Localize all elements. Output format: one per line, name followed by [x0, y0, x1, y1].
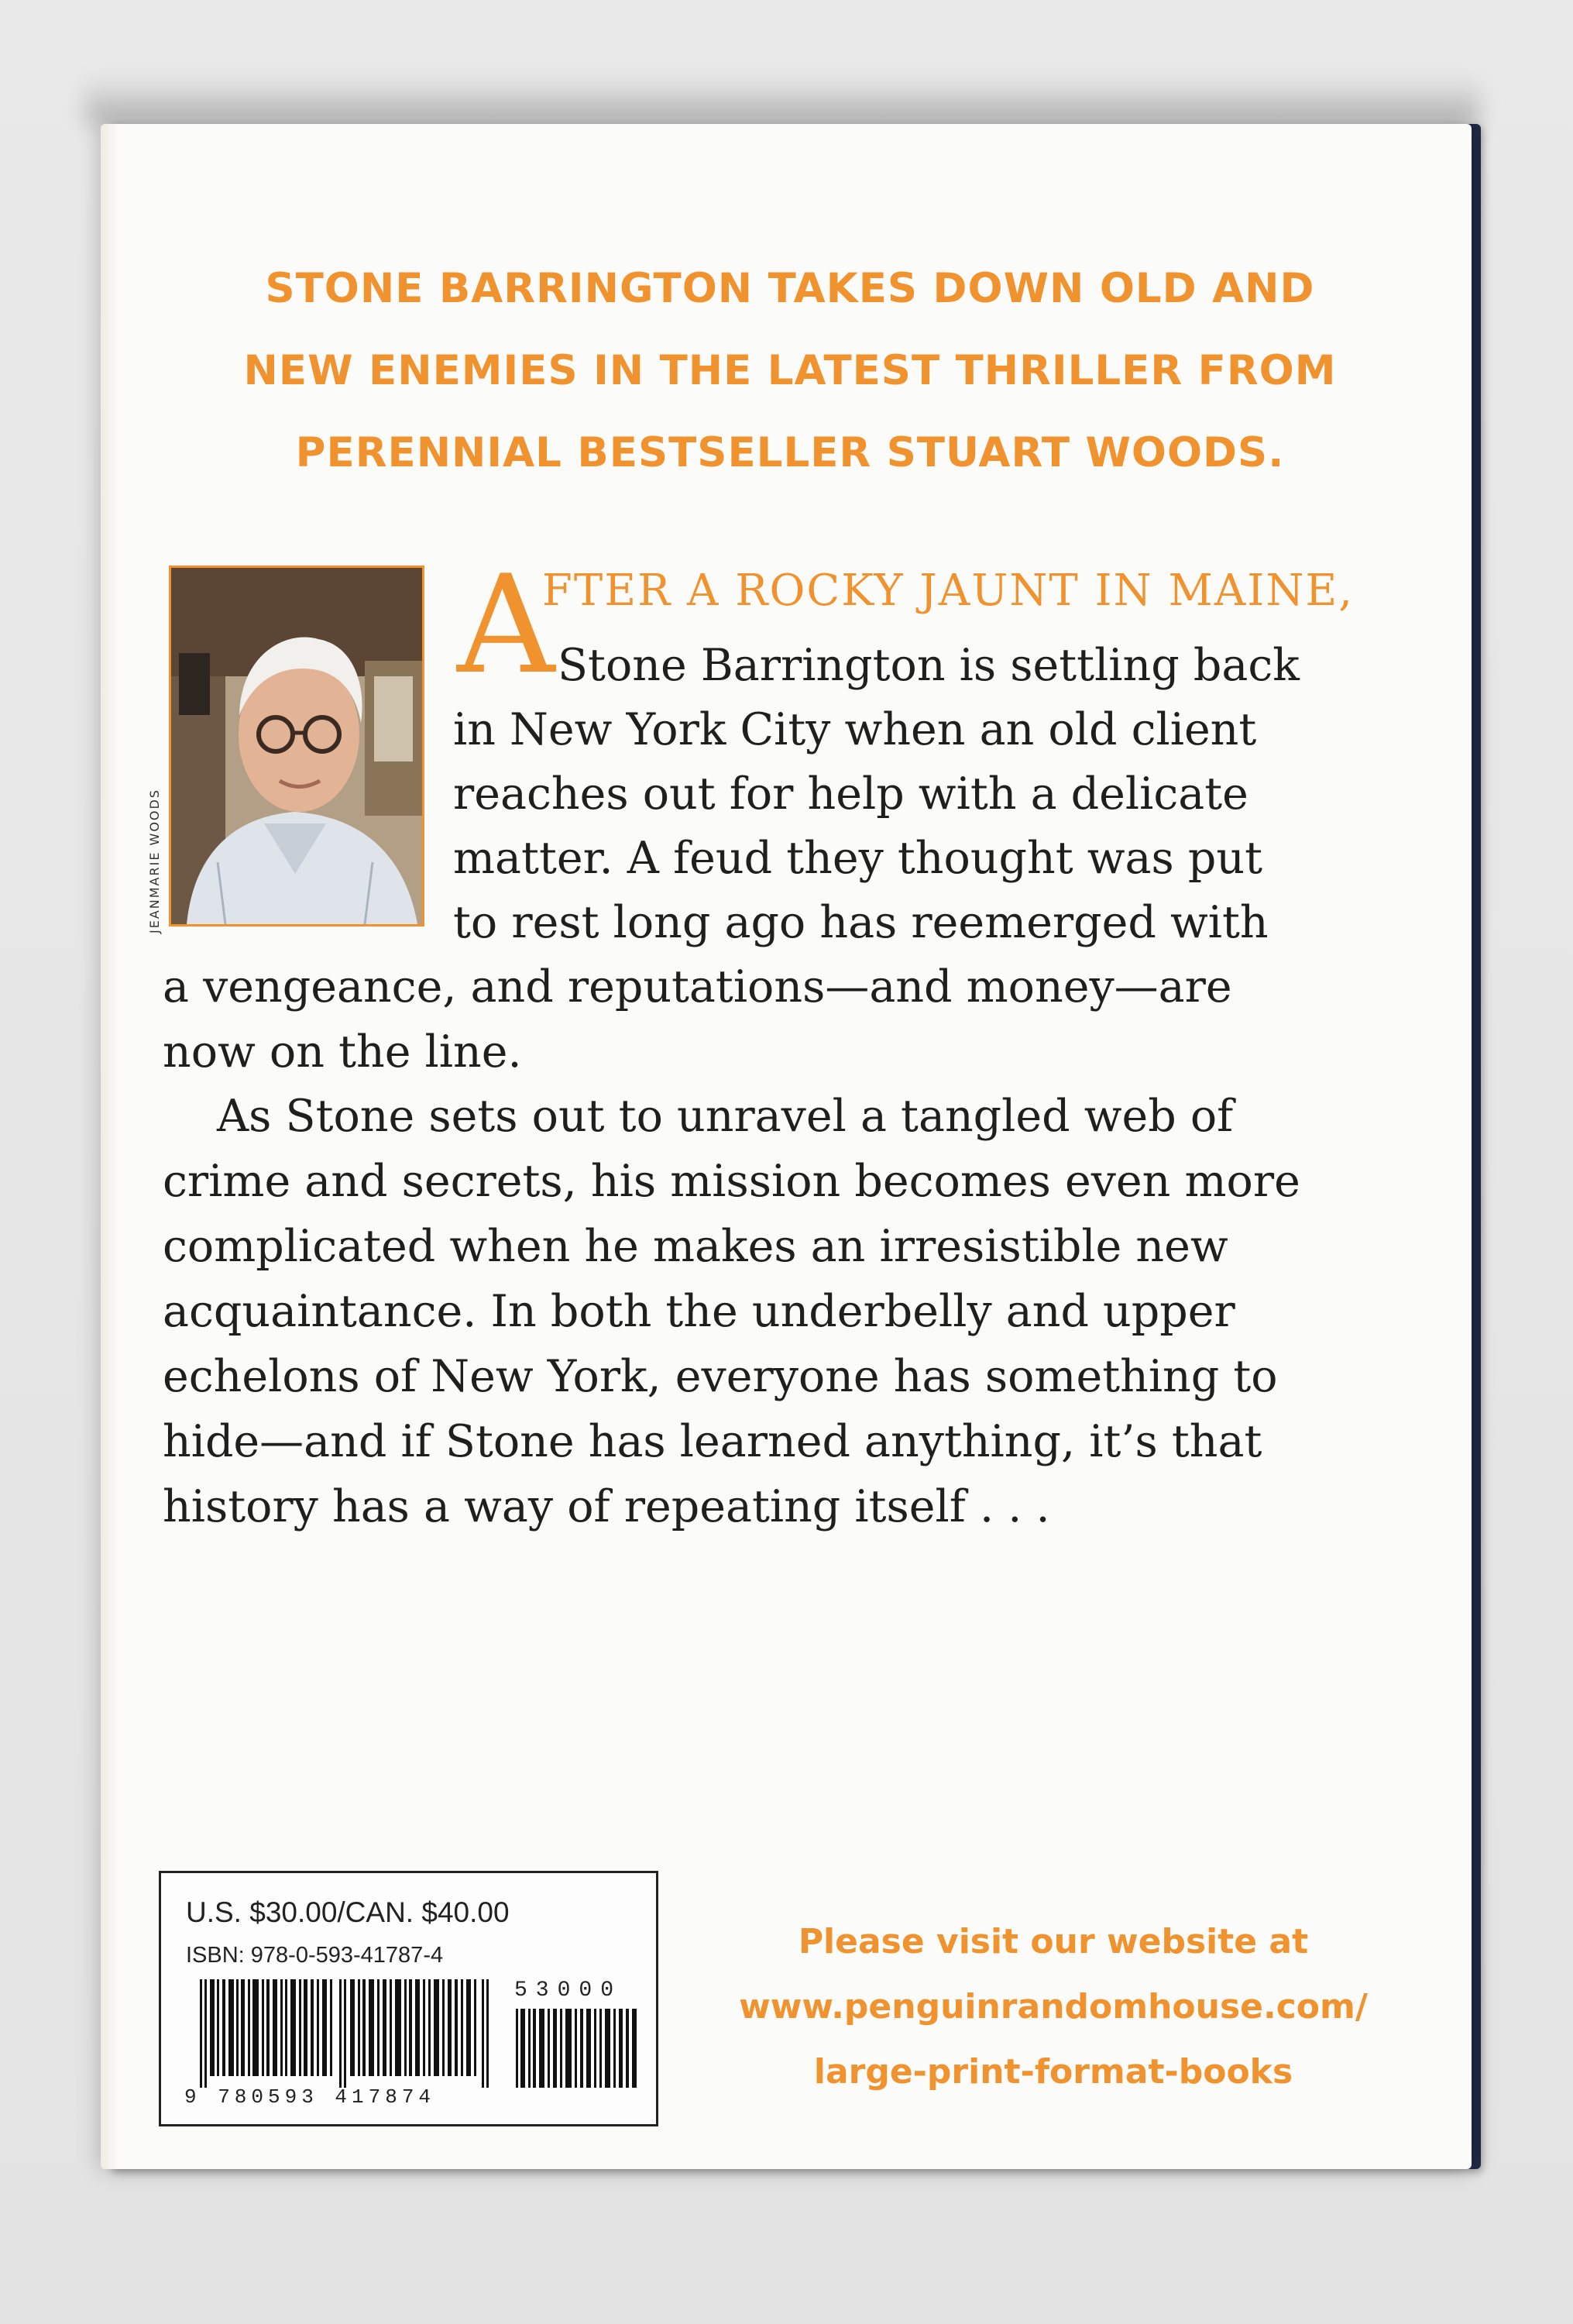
- website-line-1: Please visit our website at: [798, 1922, 1309, 1961]
- website-url-line-1: www.penguinrandomhouse.com/: [739, 1987, 1368, 2027]
- photo-credit: JEANMARIE WOODS: [147, 788, 162, 933]
- blurb-line: crime and secrets, his mission becomes even more: [163, 1156, 1300, 1207]
- blurb-line: history has a way of repeating itself . . .: [163, 1481, 1050, 1532]
- spine-edge: [101, 124, 118, 2169]
- headline-line-2: NEW ENEMIES IN THE LATEST THRILLER FROM: [243, 347, 1337, 394]
- barcode-digits: 9 780593 417874: [184, 2085, 436, 2109]
- price-barcode-box: [159, 1871, 658, 2126]
- headline: [186, 248, 1394, 494]
- author-photo: [169, 566, 424, 927]
- website-promo: [682, 1910, 1425, 2105]
- drop-cap: A: [457, 547, 555, 704]
- blurb-line: complicated when he makes an irresistible new: [163, 1221, 1228, 1272]
- headline-line-3: PERENNIAL BESTSELLER STUART WOODS.: [295, 429, 1285, 476]
- cover-shadow: [85, 77, 1479, 124]
- blurb-line: to rest long ago has reemerged with: [453, 897, 1269, 948]
- isbn-text: ISBN: 978-0-593-41787-4: [186, 1943, 444, 1968]
- blurb-line: hide—and if Stone has learned anything, it’s that: [163, 1416, 1262, 1467]
- addon-barcode-icon: [516, 2009, 640, 2088]
- blurb-line: matter. A feud they thought was put: [453, 833, 1263, 884]
- blurb-line: Stone Barrington is settling back: [558, 640, 1300, 691]
- blurb-line: echelons of New York, everyone has something to: [163, 1351, 1278, 1402]
- website-url-line-2: large-print-format-books: [813, 2052, 1293, 2092]
- blurb-line: acquaintance. In both the underbelly and upper: [163, 1286, 1235, 1337]
- blurb-first-line: FTER A ROCKY JAUNT IN MAINE,: [542, 566, 1355, 616]
- headline-line-1: STONE BARRINGTON TAKES DOWN OLD AND: [265, 265, 1315, 312]
- blurb-line: As Stone sets out to unravel a tangled web of: [217, 1091, 1234, 1142]
- barcode-icon: [200, 1979, 491, 2088]
- addon-digits: 53000: [514, 1978, 623, 2003]
- blurb-line: reaches out for help with a delicate: [453, 768, 1248, 820]
- blurb-line: in New York City when an old client: [453, 704, 1257, 755]
- price-text: U.S. $30.00/CAN. $40.00: [186, 1896, 510, 1928]
- blurb-line: a vengeance, and reputations—and money—are: [163, 961, 1232, 1012]
- blurb-line: now on the line.: [163, 1026, 522, 1078]
